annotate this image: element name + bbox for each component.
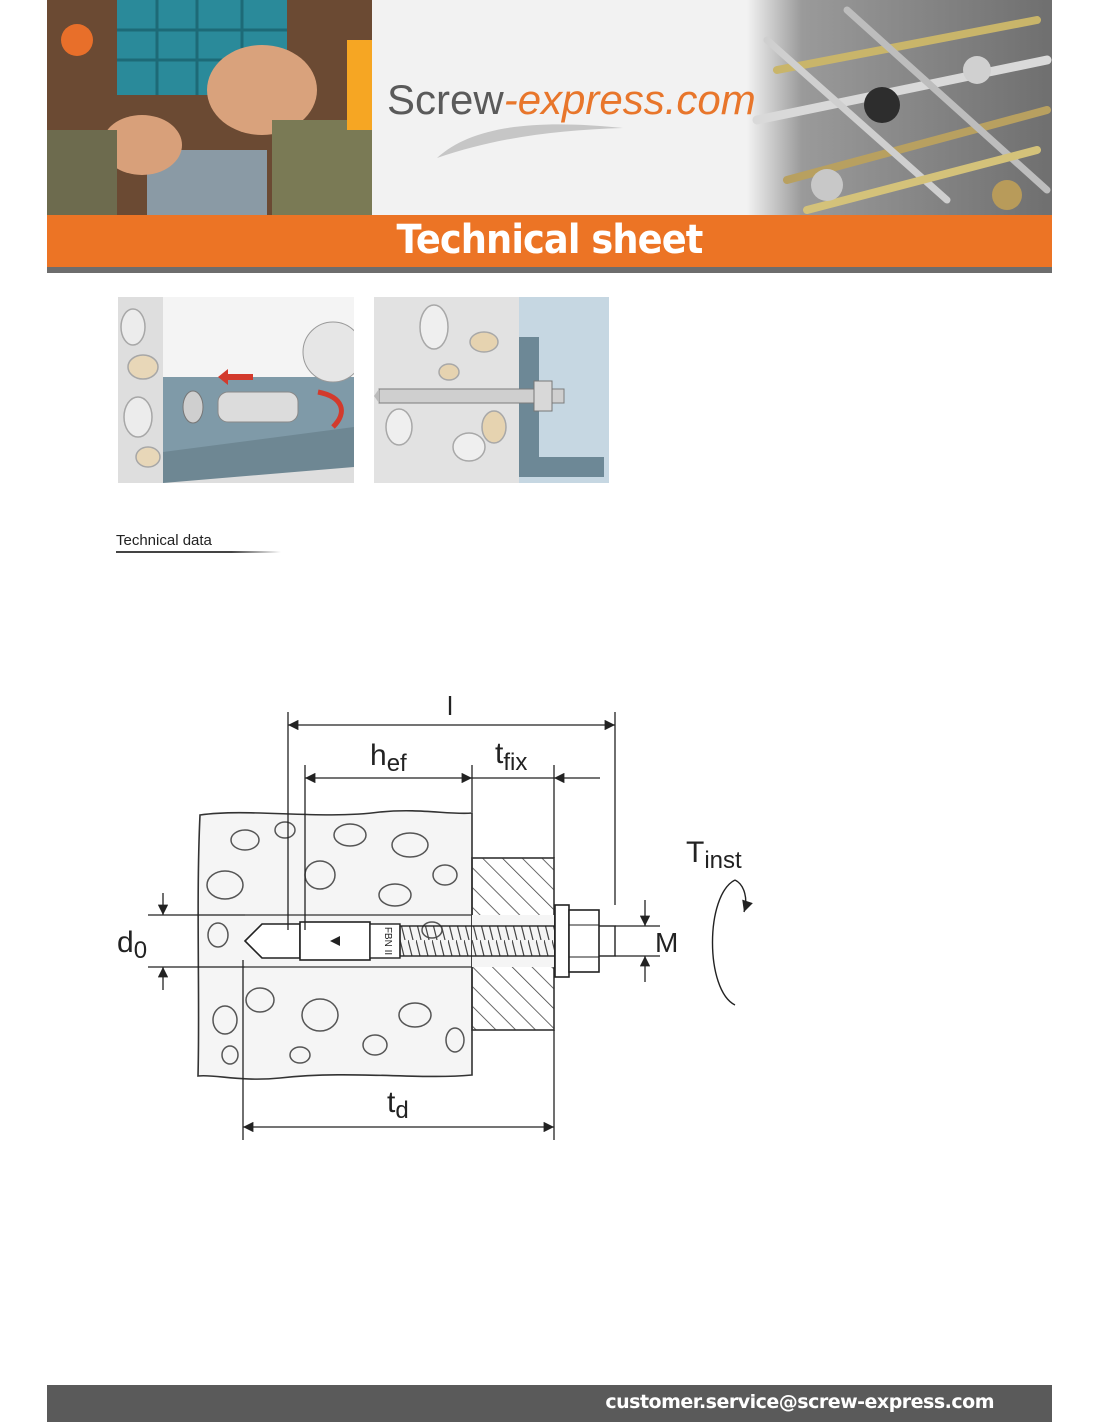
label-d0: $d_0$: [117, 926, 148, 964]
label-tfix: $t_{fix}$: [495, 737, 528, 776]
header-banner: [47, 0, 1052, 215]
label-hef: $h_{ef}$: [370, 739, 407, 777]
anchor-stamp: FBN II: [382, 926, 393, 956]
title-divider: [47, 267, 1052, 273]
logo-text: [387, 76, 756, 124]
washer: [555, 905, 569, 977]
logo-swoosh: [435, 118, 625, 160]
logo: [387, 70, 767, 160]
label-m: M: [655, 927, 679, 958]
installation-photo-installed: [374, 297, 609, 483]
logo-part-screw: Screw: [387, 76, 504, 123]
label-td: $t_d$: [387, 1086, 409, 1124]
hex-nut: [569, 910, 599, 972]
anchor-dimension-diagram: [110, 690, 770, 1150]
page-title: Technical sheet: [396, 217, 703, 263]
section-label-underline: [116, 551, 281, 553]
installation-photo-setting: [118, 297, 354, 483]
logo-part-domain: -express.com: [503, 76, 756, 123]
section-label: Technical data: [116, 532, 212, 549]
label-l: l: [447, 691, 453, 721]
label-tinst: $T_{inst}$: [686, 836, 742, 874]
footer-bar: [47, 1385, 1052, 1422]
workshop-hands-image: [47, 0, 372, 215]
footer-email-link[interactable]: customer.service@screw-express.com: [605, 1391, 994, 1413]
title-bar: [47, 215, 1052, 267]
screws-pile-image: [747, 0, 1052, 215]
